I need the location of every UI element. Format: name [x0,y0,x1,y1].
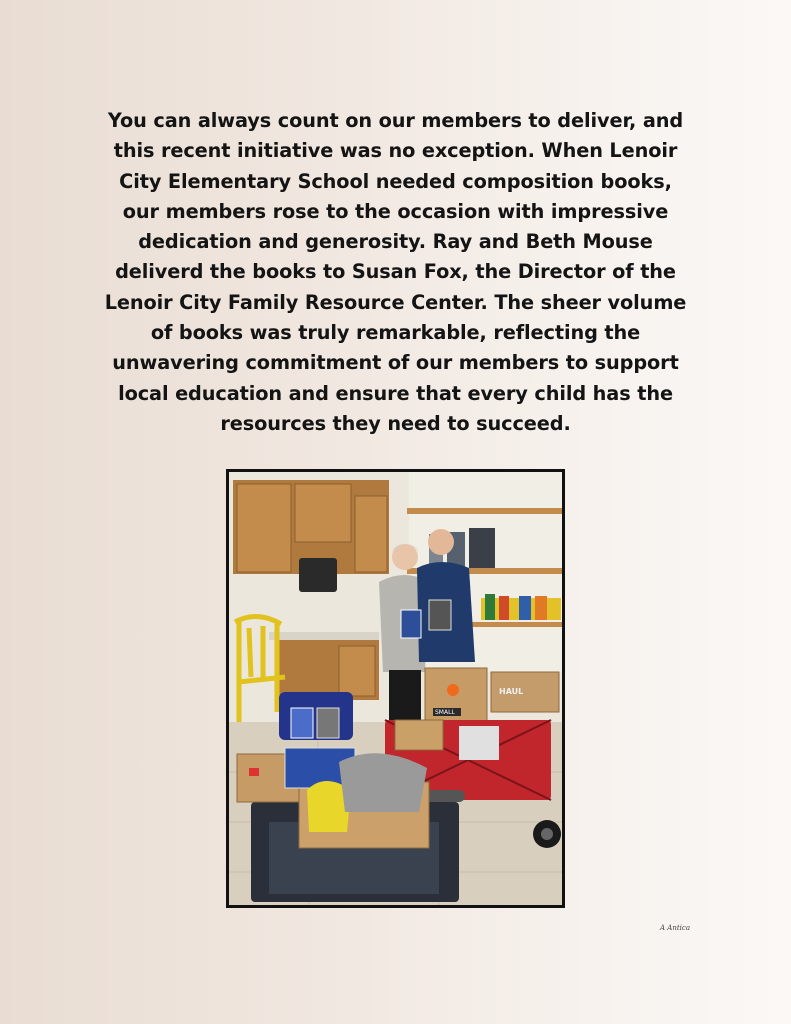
cardboard-box [425,668,487,724]
delivery-photo [226,469,565,908]
paper-towel-dispenser [299,558,337,592]
photo-illustration [229,472,562,905]
box-label-haul: HAUL [499,687,524,696]
blue-bag [279,692,353,740]
book-held-1 [401,610,421,638]
box-haul [491,672,559,712]
signature: A Antica [660,924,690,932]
box-label-small: SMALL [435,709,455,716]
article-body: You can always count on our members to deliver, and this recent initiative was no exception. When Lenoir City Elementary School needed composition books, our members rose to the occasion with impressive dedication and generosity. Ray and Beth Mouse deliverd the books to Susan Fox, the Director of the Lenoir City Family Resource Center. The sheer volume of books was truly remarkable, reflecting the unwavering commitment of our members to support local education and ensure that every child has the resources they need to succeed. [104,109,687,435]
book-held-2 [429,600,451,630]
